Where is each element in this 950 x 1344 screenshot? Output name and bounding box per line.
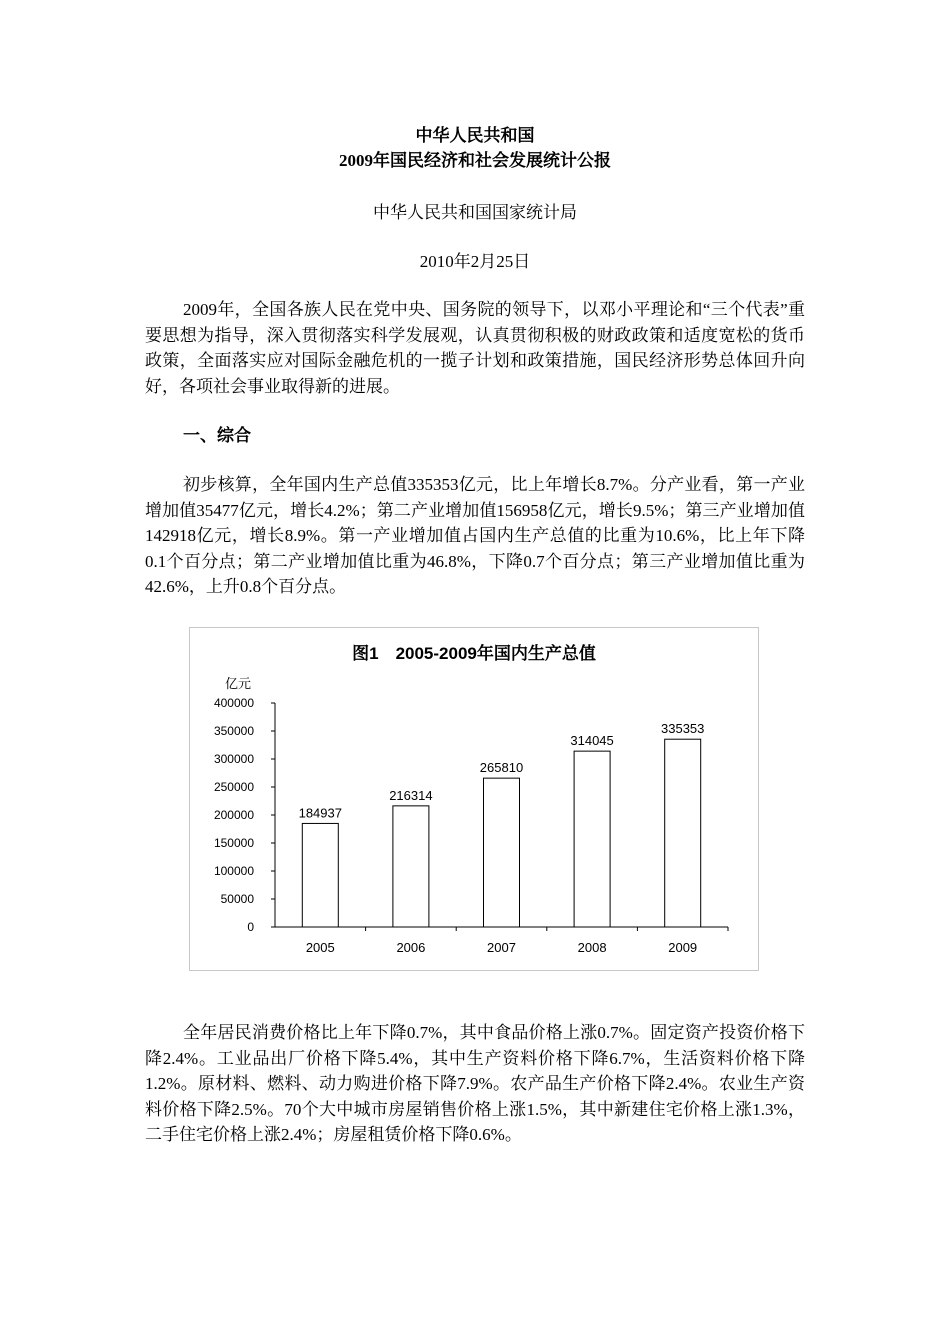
gdp-paragraph: 初步核算，全年国内生产总值335353亿元，比上年增长8.7%。分产业看，第一产业增加值35477亿元，增长4.2%；第二产业增加值156958亿元，增长9.5%；第三产业增加值142918亿元，增长8.9%。第一产业增加值占国内生产总值的比重为10.6%，比上年下降0.1个百分点；第二产业增加值比重为46.8%，下降0.7个百分点；第三产业增加值比重为42.6%，上升0.8个百分点。 [145, 475, 805, 596]
bar-2006 [393, 806, 429, 927]
bar-value-label: 265810 [479, 760, 524, 776]
bar-2007 [484, 778, 520, 927]
y-tick-label: 50000 [220, 892, 254, 906]
chart-y-unit-label: 亿元 [224, 676, 252, 691]
y-tick-label: 350000 [213, 724, 254, 738]
gdp-chart [189, 627, 759, 971]
section-heading: 一、综合 [183, 426, 251, 445]
bar-value-label: 335353 [661, 721, 705, 737]
bar-2005 [302, 823, 338, 927]
gdp-chart-svg [190, 628, 758, 970]
y-tick-label: 300000 [213, 752, 254, 766]
y-tick-label: 250000 [213, 780, 254, 794]
x-category-label: 2005 [305, 940, 335, 955]
y-tick-label: 0 [247, 920, 254, 934]
bar-value-label: 216314 [389, 787, 433, 803]
report-date: 2010年2月25日 [419, 252, 531, 271]
x-category-label: 2007 [487, 940, 516, 955]
y-tick-label: 150000 [213, 836, 254, 850]
bar-value-label: 314045 [570, 733, 614, 749]
x-category-label: 2009 [668, 940, 698, 955]
x-category-label: 2008 [577, 940, 607, 955]
y-tick-label: 100000 [213, 864, 254, 878]
y-tick-label: 400000 [213, 696, 254, 710]
chart-title: 图1 2005-2009年国内生产总值 [352, 644, 596, 663]
report-title-line2: 2009年国民经济和社会发展统计公报 [339, 151, 611, 170]
bar-value-label: 184937 [298, 805, 342, 821]
bar-2009 [665, 739, 701, 927]
x-category-label: 2006 [396, 940, 426, 955]
report-title-line1: 中华人民共和国 [415, 126, 535, 145]
intro-paragraph: 2009年，全国各族人民在党中央、国务院的领导下，以邓小平理论和“三个代表”重要思想为指导，深入贯彻落实科学发展观，认真贯彻积极的财政政策和适度宽松的货币政策，全面落实应对国际金融危机的一揽子计划和政策措施，国民经济形势总体回升向好，各项社会事业取得新的进展。 [145, 300, 805, 396]
y-tick-label: 200000 [213, 808, 254, 822]
bar-2008 [574, 751, 610, 927]
issuer: 中华人民共和国国家统计局 [373, 203, 577, 222]
price-paragraph: 全年居民消费价格比上年下降0.7%，其中食品价格上涨0.7%。固定资产投资价格下降2.4%。工业品出厂价格下降5.4%，其中生产资料价格下降6.7%，生活资料价格下降1.2%。原材料、燃料、动力购进价格下降7.9%。农产品生产价格下降2.4%。农业生产资料价格下降2.5%。70个大中城市房屋销售价格上涨1.5%，其中新建住宅价格上涨1.3%，二手住宅价格上涨2.4%；房屋租赁价格下降0.6%。 [145, 1023, 805, 1144]
